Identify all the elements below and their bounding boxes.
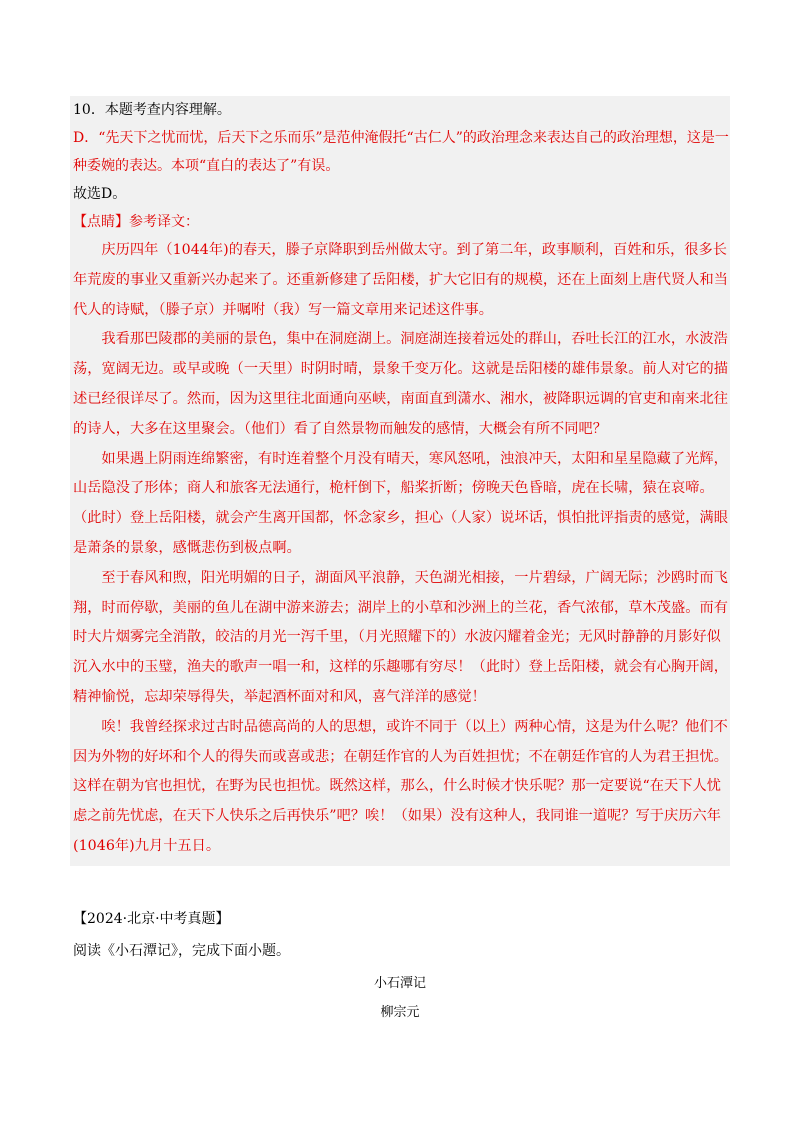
translation-paragraph-3: 如果遇上阴雨连绵繁密，有时连着整个月没有晴天，寒风怒吼，浊浪冲天，太阳和星星隐藏了光辉，山岳隐没了形体；商人和旅客无法通行，桅杆倒下，船桨折断；傍晚天色昏暗，虎在长啸，猿在哀啼。（此时）登上岳阳楼，就会产生离开国都，怀念家乡，担心（人家）说坏话，惧怕批评指责的感觉，满眼是萧条的景象，感慨悲伤到极点啊。 [73,450,728,556]
source-tag: 【2024·北京·中考真题】 [73,911,230,927]
option-d-analysis: D．“先天下之忧而忧，后天下之乐而乐”是范仲淹假托“古仁人”的政治理念来表达自己的政治理想，这是一种委婉的表达。本项“直白的表达了”有误。 [73,130,729,174]
reading-instruction: 阅读《小石潭记》，完成下面小题。 [73,943,290,959]
poem-author: 柳宗元 [380,1005,420,1020]
translation-paragraph-4: 至于春风和煦，阳光明媚的日子，湖面风平浪静，天色湖光相接，一片碧绿，广阔无际；沙鸥时而飞翔，时而停歇，美丽的鱼儿在湖中游来游去；湖岸上的小草和沙洲上的兰花，香气浓郁，草木茂盛。而有时大片烟雾完全消散，皎洁的月光一泻千里，（月光照耀下的）水波闪耀着金光；无风时静静的月影好似沉入水中的玉璧，渔夫的歌声一唱一和，这样的乐趣哪有穷尽！（此时）登上岳阳楼，就会有心胸开阔，精神愉悦，忘却荣辱得失，举起酒杯面对和风，喜气洋洋的感觉！ [73,569,728,705]
translation-paragraph-5: 唉！我曾经探求过古时品德高尚的人的思想，或许不同于（以上）两种心情，这是为什么呢？他们不因为外物的好坏和个人的得失而或喜或悲；在朝廷作官的人为百姓担忧；不在朝廷作官的人为君王担忧。这样在朝为官也担忧，在野为民也担忧。既然这样，那么，什么时候才快乐呢？那一定要说“在天下人忧虑之前先忧虑，在天下人快乐之后再快乐”吧？唉！（如果）没有这种人，我同谁一道呢？写于庆历六年(1046年)九月十五日。 [73,718,728,854]
answer-choice: 故选D。 [73,186,127,202]
question-line: 10．本题考查内容理解。 [73,102,231,118]
tip-heading: 【点睛】参考译文： [73,214,199,230]
translation-paragraph-2: 我看那巴陵郡的美丽的景色，集中在洞庭湖上。洞庭湖连接着远处的群山，吞吐长江的江水，水波浩荡，宽阔无边。或早或晚（一天里）时阴时晴，景象千变万化。这就是岳阳楼的雄伟景象。前人对它的描述已经很详尽了。然而，因为这里往北面通向巫峡，南面直到潇水、湘水，被降职远调的官吏和南来北往的诗人，大多在这里聚会。（他们）看了自然景物而触发的感情，大概会有所不同吧？ [73,331,728,437]
poem-title: 小石潭记 [373,976,426,991]
answer-explanation-block [70,96,730,866]
translation-paragraph-1: 庆历四年（1044年)的春天，滕子京降职到岳州做太守。到了第二年，政事顺利，百姓和乐，很多长年荒废的事业又重新兴办起来了。还重新修建了岳阳楼，扩大它旧有的规模，还在上面刻上唐代贤人和当代人的诗赋，（滕子京）并嘱咐（我）写一篇文章用来记述这件事。 [73,242,728,318]
